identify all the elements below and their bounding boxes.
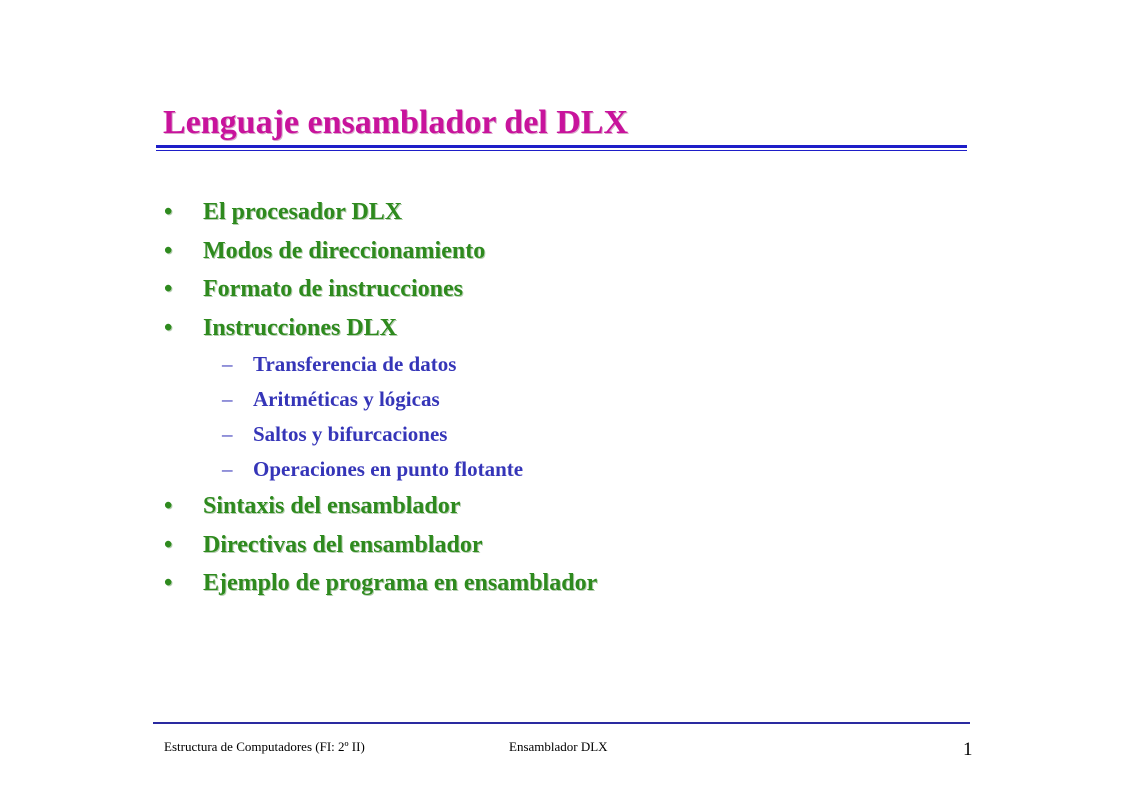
footer-rule — [153, 722, 970, 724]
title-underline — [156, 145, 967, 148]
bullet-text: Instrucciones DLX — [203, 314, 398, 341]
bullet-marker: • — [164, 237, 173, 264]
bullet-text: El procesador DLX — [203, 199, 403, 225]
bullet-text: Formato de instrucciones — [203, 276, 463, 302]
bullet-text: Directivas del ensamblador — [203, 531, 483, 558]
sub-marker: – — [222, 352, 233, 376]
sub-marker: – — [222, 422, 233, 446]
bullet-marker: • — [164, 199, 173, 225]
bullet-text: Modos de direccionamiento — [203, 237, 486, 264]
bullet-text: Ejemplo de programa en ensamblador — [203, 570, 598, 596]
sub-text: Saltos y bifurcaciones — [253, 422, 448, 446]
slide-title: Lenguaje ensamblador del DLX — [163, 104, 629, 141]
sub-text: Transferencia de datos — [253, 352, 457, 376]
sub-marker: – — [222, 387, 233, 411]
bullet-marker: • — [164, 570, 173, 596]
footer-topic: Ensamblador DLX — [509, 739, 608, 754]
bullet-marker: • — [164, 531, 173, 558]
bullet-marker: • — [164, 314, 173, 341]
title-underline-thin — [156, 150, 967, 151]
sub-marker: – — [222, 457, 233, 481]
footer-course: Estructura de Computadores (FI: 2º II) — [164, 739, 365, 754]
sub-text: Aritméticas y lógicas — [253, 387, 440, 411]
page-number: 1 — [963, 739, 973, 760]
bullet-text: Sintaxis del ensamblador — [203, 493, 461, 519]
bullet-marker: • — [164, 493, 173, 519]
sub-text: Operaciones en punto flotante — [253, 457, 524, 481]
bullet-marker: • — [164, 276, 173, 302]
